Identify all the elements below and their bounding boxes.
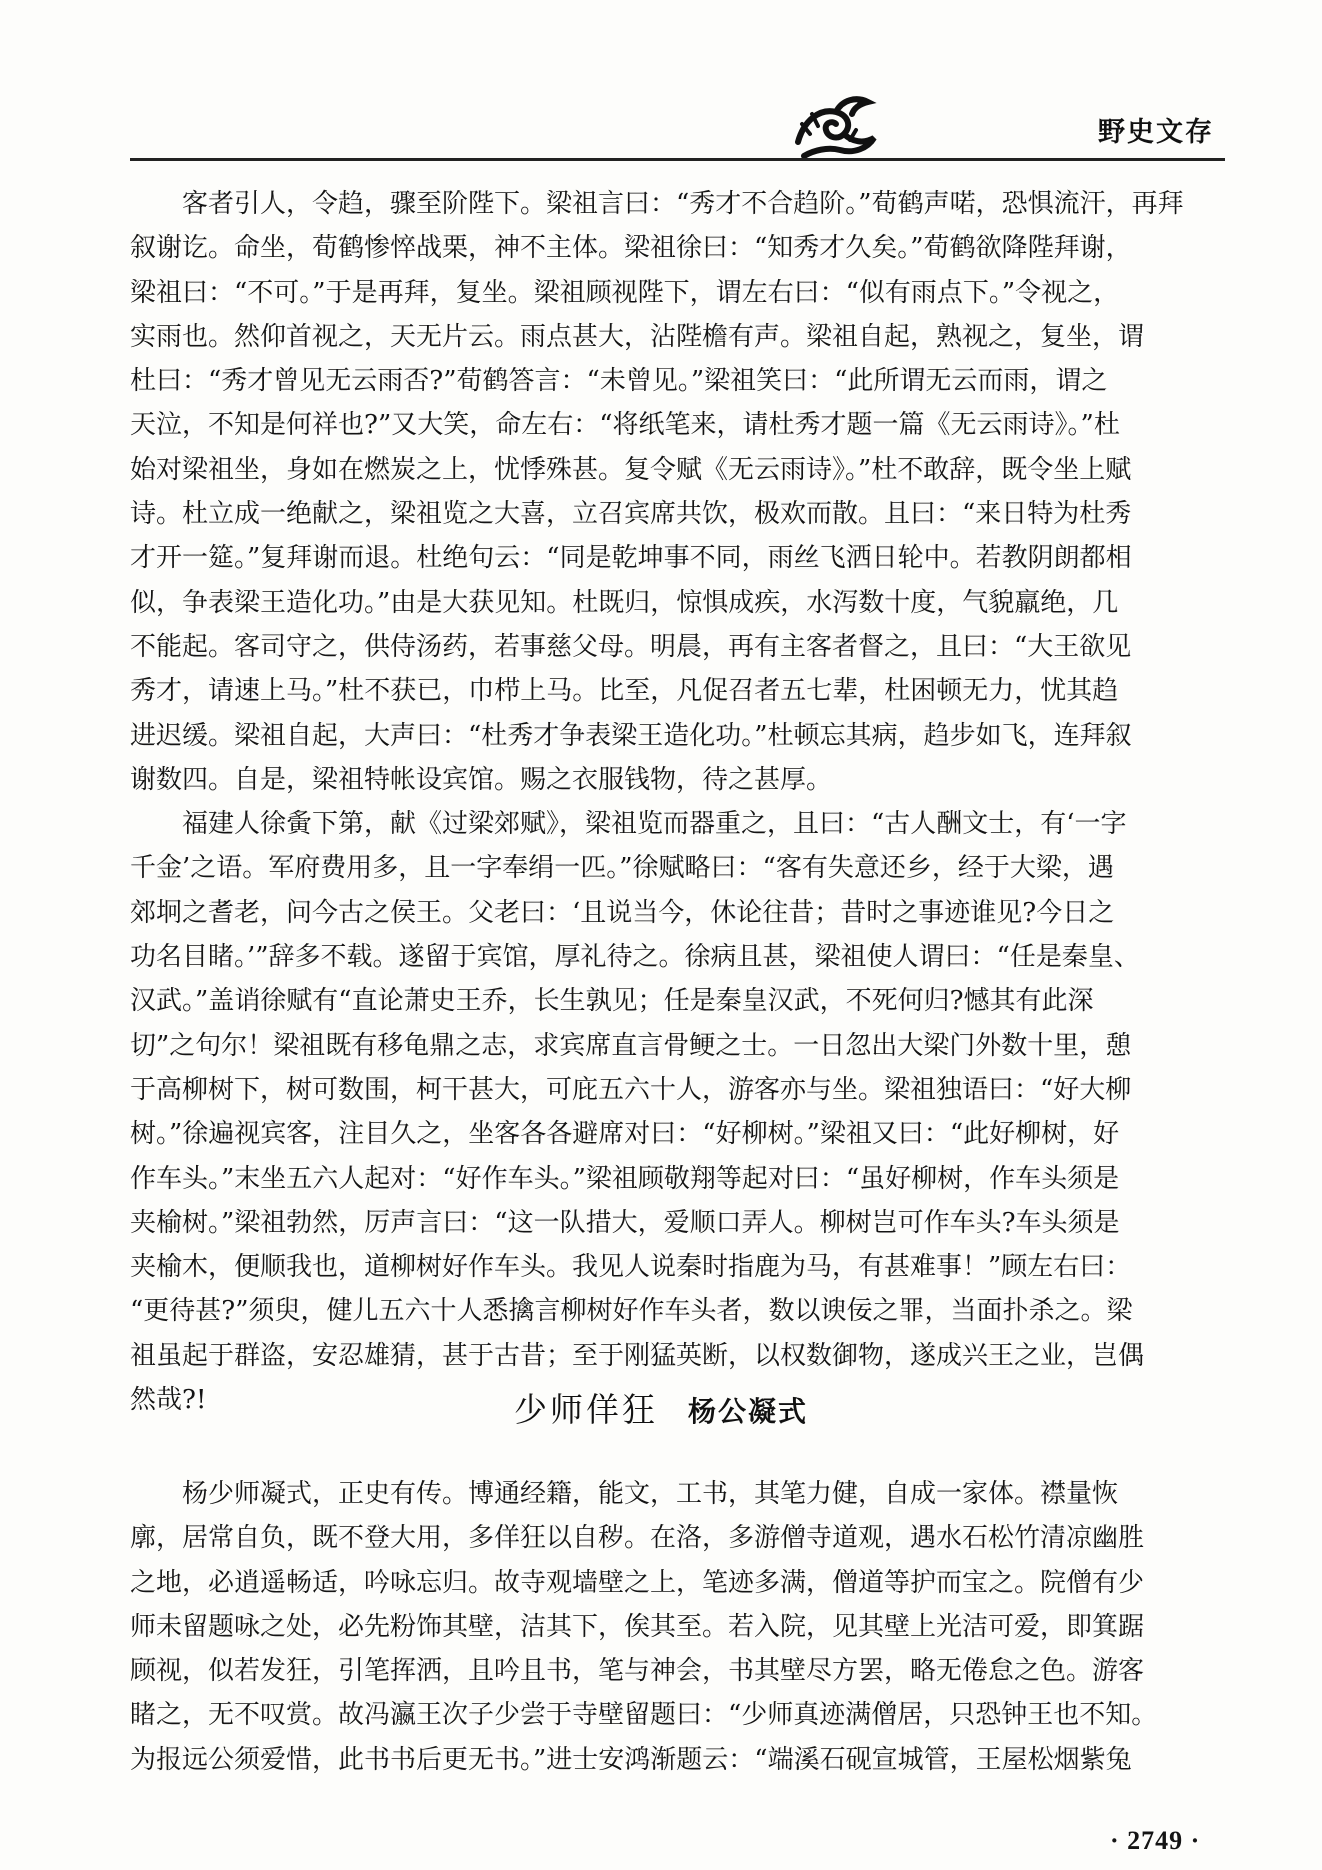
- body-text-2: [130, 1472, 1220, 1782]
- section-heading: [0, 1384, 1322, 1431]
- text-line: 祖虽起于群盗，安忍雄猜，甚于古昔；至于刚猛英断，以权数御物，遂成兴王之业，岂偶: [130, 1340, 1145, 1371]
- text-line: 睹之，无不叹赏。故冯瀛王次子少尝于寺壁留题曰：“少师真迹满僧居，只恐钟王也不知。: [130, 1700, 1158, 1731]
- text-line: 秀才，请速上马。”杜不获已，巾栉上马。比至，凡促召者五七辈，杜困顿无力，忧其趋: [130, 676, 1119, 707]
- text-line: 天泣，不知是何祥也?”又大笑，命左右：“将纸笔来，请杜秀才题一篇《无云雨诗》。”杜: [130, 410, 1120, 441]
- text-line: 郊坰之耆老，问今古之侯王。父老曰：‘且说当今，休论往昔；昔时之事迹谁见?今日之: [130, 897, 1115, 928]
- text-line: 廓，居常自负，既不登大用，多佯狂以自秽。在洛，多游僧寺道观，遇水石松竹清凉幽胜: [130, 1523, 1145, 1554]
- text-line: 进迟缓。梁祖自起，大声曰：“杜秀才争表梁王造化功。”杜顿忘其病，趋步如飞，连拜叙: [130, 720, 1132, 751]
- text-line: 才开一筵。”复拜谢而退。杜绝句云：“同是乾坤事不同，雨丝飞洒日轮中。若教阴朗都相: [130, 543, 1132, 574]
- section-subtitle: 杨公凝式: [687, 1395, 808, 1428]
- dragon-icon: [790, 90, 880, 160]
- text-line: 切”之句尔！梁祖既有移龟鼎之志，求宾席直言骨鲠之士。一日忽出大梁门外数十里，憩: [130, 1030, 1132, 1061]
- text-line: 实雨也。然仰首视之，天无片云。雨点甚大，沾陛檐有声。梁祖自起，熟视之，复坐，谓: [130, 321, 1145, 352]
- text-line: 始对梁祖坐，身如在燃炭之上，忧悸殊甚。复令赋《无云雨诗》。”杜不敢辞，既令坐上赋: [130, 454, 1132, 485]
- text-line: 功名目睹。’”辞多不载。遂留于宾馆，厚礼待之。徐病且甚，梁祖使人谓曰：“任是秦皇、: [130, 942, 1140, 973]
- text-line: 树。”徐遍视宾客，注目久之，坐客各各避席对曰：“好柳树。”梁祖又曰：“此好柳树，好: [130, 1119, 1120, 1150]
- text-line: 梁祖曰：“不可。”于是再拜，复坐。梁祖顾视陛下，谓左右曰：“似有雨点下。”令视之，: [130, 277, 1120, 308]
- text-line: 福建人徐夤下第，献《过梁郊赋》，梁祖览而器重之，且曰：“古人酬文士，有‘一字: [182, 809, 1127, 840]
- text-line: 为报远公须爱惜，此书书后更无书。”进士安鸿渐题云：“端溪石砚宣城管，王屋松烟紫兔: [130, 1744, 1132, 1775]
- text-line: 杜曰：“秀才曾见无云雨否?”荀鹤答言：“未曾见。”梁祖笑曰：“此所谓无云而雨，谓之: [130, 366, 1108, 397]
- text-line: 谢数四。自是，梁祖特帐设宾馆。赐之衣服钱物，待之甚厚。: [130, 764, 833, 795]
- text-line: 夹榆树。”梁祖勃然，厉声言曰：“这一队措大，爱顺口弄人。柳树岂可作车头?车头须是: [130, 1207, 1120, 1238]
- text-line: 似，争表梁王造化功。”由是大获见知。杜既归，惊惧成疾，水泻数十度，气貌羸绝，几: [130, 587, 1119, 618]
- text-line: 杨少师凝式，正史有传。博通经籍，能文，工书，其笔力健，自成一家体。襟量恢: [182, 1479, 1119, 1509]
- text-line: 之地，必逍遥畅适，吟咏忘归。故寺观墙壁之上，笔迹多满，僧道等护而宝之。院僧有少: [130, 1567, 1145, 1598]
- text-line: 夹榆木，便顺我也，道柳树好作车头。我见人说秦时指鹿为马，有甚难事！”顾左右曰：: [130, 1252, 1132, 1283]
- text-line: 客者引人，令趋，骤至阶陛下。梁祖言曰：“秀才不合趋阶。”荀鹤声喏，恐惧流汗，再拜: [182, 189, 1184, 219]
- body-text-1: [130, 182, 1220, 1422]
- page-header: [0, 0, 1322, 160]
- text-line: “更待甚?”须臾，健儿五六十人悉擒言柳树好作车头者，数以谀佞之罪，当面扑杀之。梁: [130, 1296, 1133, 1327]
- text-line: 叙谢讫。命坐，荀鹤惨悴战栗，神不主体。梁祖徐曰：“知秀才久矣。”荀鹤欲降陛拜谢，: [130, 233, 1132, 264]
- text-line: 诗。杜立成一绝献之，梁祖览之大喜，立召宾席共饮，极欢而散。且曰：“来日特为杜秀: [130, 499, 1132, 530]
- text-line: 汉武。”盖诮徐赋有“直论萧史王乔，长生孰见；任是秦皇汉武，不死何归?憾其有此深: [130, 986, 1094, 1017]
- text-line: 然哉?!: [130, 1385, 207, 1416]
- text-line: 千金’之语。军府费用多，且一字奉绢一匹。”徐赋略曰：“客有失意还乡，经于大梁，遇: [130, 853, 1114, 884]
- text-line: 于高柳树下，树可数围，柯干甚大，可庇五六十人，游客亦与坐。梁祖独语曰：“好大柳: [130, 1074, 1132, 1105]
- text-line: 顾视，似若发狂，引笔挥洒，且吟且书，笔与神会，书其壁尽方罢，略无倦怠之色。游客: [130, 1656, 1145, 1687]
- running-title: 野史文存: [1098, 117, 1214, 148]
- header-rule: [130, 158, 1225, 161]
- text-line: 师未留题咏之处，必先粉饰其壁，洁其下，俟其至。若入院，见其壁上光洁可爱，即箕踞: [130, 1611, 1145, 1642]
- page-number: · 2749 ·: [1110, 1826, 1201, 1855]
- text-line: 作车头。”末坐五六人起对：“好作车头。”梁祖顾敬翔等起对曰：“虽好柳树，作车头须是: [130, 1163, 1120, 1194]
- section-title: 少师佯狂: [513, 1390, 658, 1429]
- text-line: 不能起。客司守之，供侍汤药，若事慈父母。明晨，再有主客者督之，且曰：“大王欲见: [130, 631, 1132, 662]
